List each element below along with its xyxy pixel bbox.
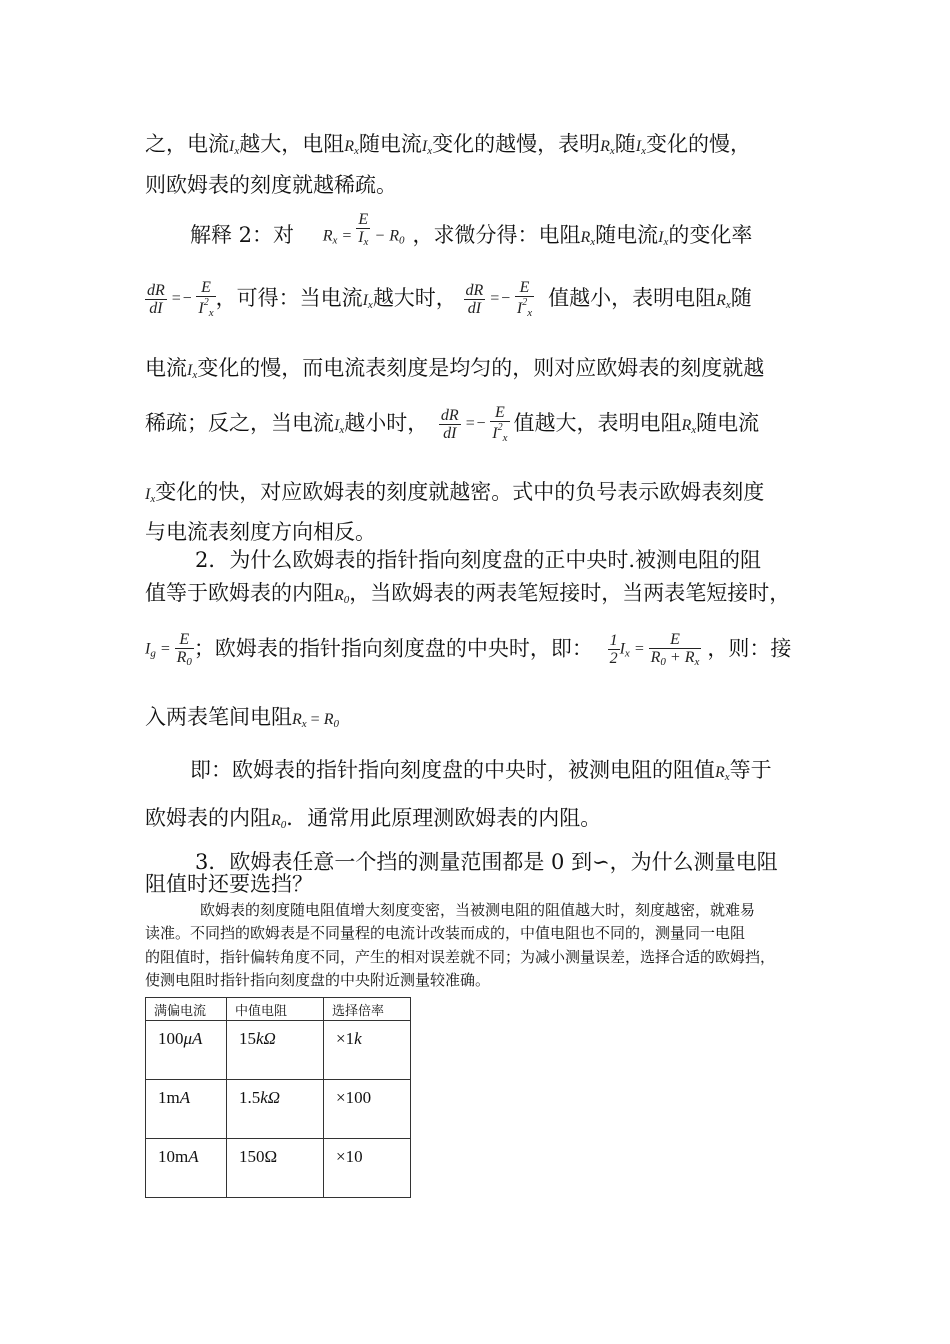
text: ；欧姆表的指针指向刻度盘的中央时，即： bbox=[193, 636, 593, 661]
paragraph-line bbox=[145, 134, 751, 157]
var-ix: $I_x$ bbox=[421, 138, 433, 157]
question-heading bbox=[195, 852, 778, 873]
table-cell: 1mA bbox=[146, 1080, 227, 1139]
text: 变化的慢，而电流表刻度是均匀的，则对应欧姆表的刻度就越 bbox=[197, 356, 765, 380]
paragraph-line bbox=[145, 482, 764, 505]
text: 阻值时还要选挡？ bbox=[145, 872, 313, 896]
paragraph-line bbox=[145, 632, 791, 668]
table-header-row bbox=[146, 998, 411, 1021]
var-rx: $R_x$ bbox=[580, 229, 596, 248]
text: 3．欧姆表任意一个挡的测量范围都是 0 到∽，为什么测量电阻 bbox=[195, 850, 778, 874]
table-cell: ×1k bbox=[324, 1021, 411, 1080]
text: 越小时， bbox=[344, 411, 429, 435]
text: 之，电流 bbox=[145, 132, 229, 156]
text: 入两表笔间电阻 bbox=[145, 705, 292, 729]
table-cell: 100μA bbox=[146, 1021, 227, 1080]
equation-derivative: $\frac{dR}{dI}$ =− $\frac{E}{I^2_x}$ bbox=[440, 404, 508, 444]
var-ix: $I_x$ bbox=[145, 486, 156, 505]
table-row bbox=[146, 1139, 411, 1198]
var-r0: $R_0$ bbox=[334, 587, 350, 606]
column-header: 选择倍率 bbox=[324, 998, 411, 1021]
text: 变化的越慢，表明 bbox=[432, 132, 601, 156]
equation-ig: $I_g$ = $\frac{E}{R_0}$ bbox=[145, 631, 192, 668]
text: 变化的快，对应欧姆表的刻度就越密。式中的负号表示欧姆表刻度 bbox=[155, 480, 765, 504]
var-r0: $R_0$ bbox=[271, 812, 287, 831]
text: 越大，电阻 bbox=[239, 132, 345, 156]
table-cell: ×100 bbox=[324, 1080, 411, 1139]
text: ，当欧姆表的两表笔短接时，当两表笔短接时， bbox=[349, 581, 791, 605]
var-ix: $I_x$ bbox=[187, 362, 198, 381]
text: ．通常用此原理测欧姆表的内阻。 bbox=[286, 806, 602, 830]
text: 等于 bbox=[729, 758, 772, 782]
text: 2．为什么欧姆表的指针指向刻度盘的正中央时.被测电阻的阻 bbox=[195, 548, 762, 572]
text: 随电流 bbox=[595, 223, 659, 247]
var-rx: $R_x$ bbox=[600, 138, 615, 157]
text: ，求微分得：电阻 bbox=[412, 223, 581, 247]
range-table bbox=[145, 997, 411, 1198]
var-ix: $I_x$ bbox=[362, 292, 373, 311]
text: 随 bbox=[614, 132, 636, 156]
text: 值越小，表明电阻 bbox=[548, 286, 717, 310]
text: 值等于欧姆表的内阻 bbox=[145, 581, 334, 605]
table-cell: ×10 bbox=[324, 1139, 411, 1198]
paragraph-line bbox=[145, 874, 313, 895]
paragraph-line bbox=[145, 175, 397, 196]
small-paragraph-line: 的阻值时，指针偏转角度不同，产生的相对误差就不同；为减小测量误差，选择合适的欧姆挡， bbox=[145, 948, 776, 966]
equation-derivative: $\frac{dR}{dI}$ =− $\frac{E}{I^2_x}$ bbox=[147, 279, 214, 319]
table-cell: 15kΩ bbox=[227, 1021, 324, 1080]
column-header: 满偏电流 bbox=[146, 998, 227, 1021]
paragraph-line bbox=[145, 280, 752, 319]
paragraph-line bbox=[190, 210, 753, 248]
var-ix: $I_x$ bbox=[658, 229, 669, 248]
var-rx: $R_x$ bbox=[344, 138, 359, 157]
paragraph-line bbox=[145, 358, 764, 381]
text: 欧姆表的内阻 bbox=[145, 806, 271, 830]
small-paragraph-line: 欧姆表的刻度随电阻值增大刻度变密，当被测电阻的阻值越大时，刻度越密，就难易 bbox=[200, 901, 756, 919]
var-ix: $I_x$ bbox=[229, 138, 240, 157]
var-ix: $I_x$ bbox=[635, 138, 646, 157]
table-cell: 1.5kΩ bbox=[227, 1080, 324, 1139]
small-paragraph-line: 读准。不同挡的欧姆表是不同量程的电流计改装而成的，中值电阻也不同的，测量同一电阻 bbox=[145, 924, 746, 942]
question-heading bbox=[195, 550, 761, 571]
var-rx: $R_x$ bbox=[716, 292, 731, 311]
text: 随电流 bbox=[696, 411, 760, 435]
text: 稀疏；反之，当电流 bbox=[145, 411, 334, 435]
text: 越大时， bbox=[372, 286, 457, 310]
text: 随电流 bbox=[358, 132, 422, 156]
paragraph-line bbox=[145, 583, 790, 606]
text: ，则：接 bbox=[707, 636, 792, 661]
paragraph-line bbox=[145, 707, 339, 730]
var-rx: $R_x$ bbox=[715, 764, 730, 783]
text: 与电流表刻度方向相反。 bbox=[145, 520, 376, 544]
var-rx: $R_x$ bbox=[681, 417, 697, 436]
text: 值越大，表明电阻 bbox=[513, 411, 682, 435]
text: ，可得：当电流 bbox=[215, 286, 363, 310]
equation-rx-r0: $R_x = R_0$ bbox=[292, 711, 339, 730]
table-cell: 10mA bbox=[146, 1139, 227, 1198]
equation-derivative: $\frac{dR}{dI}$ =− $\frac{E}{I^2_x}$ bbox=[465, 279, 533, 319]
paragraph-line bbox=[145, 522, 376, 543]
table-row bbox=[146, 1021, 411, 1080]
text: 则欧姆表的刻度就越稀疏。 bbox=[145, 173, 397, 197]
paragraph-line bbox=[190, 760, 772, 783]
equation-half-current: $\frac{1}{2}$ $I_x$ = $\frac{E}{R_0 + R_x}$ bbox=[609, 631, 700, 668]
text: 变化的慢， bbox=[646, 132, 751, 156]
text: 即：欧姆表的指针指向刻度盘的中央时，被测电阻的阻值 bbox=[190, 758, 715, 782]
var-ix: $I_x$ bbox=[334, 417, 345, 436]
text: 随 bbox=[730, 286, 752, 310]
paragraph-line bbox=[145, 808, 601, 831]
text: 的变化率 bbox=[668, 223, 753, 247]
text: 电流 bbox=[145, 356, 187, 380]
text: 解释 2：对 bbox=[190, 223, 295, 247]
small-paragraph-line: 使测电阻时指针指向刻度盘的中央附近测量较准确。 bbox=[145, 971, 491, 989]
table-row bbox=[146, 1080, 411, 1139]
column-header: 中值电阻 bbox=[227, 998, 324, 1021]
equation-rx: $R_x$ = $\frac{E}{I_x}$ − $R_0$ bbox=[322, 210, 405, 248]
paragraph-line bbox=[145, 405, 759, 444]
table-cell: 150Ω bbox=[227, 1139, 324, 1198]
